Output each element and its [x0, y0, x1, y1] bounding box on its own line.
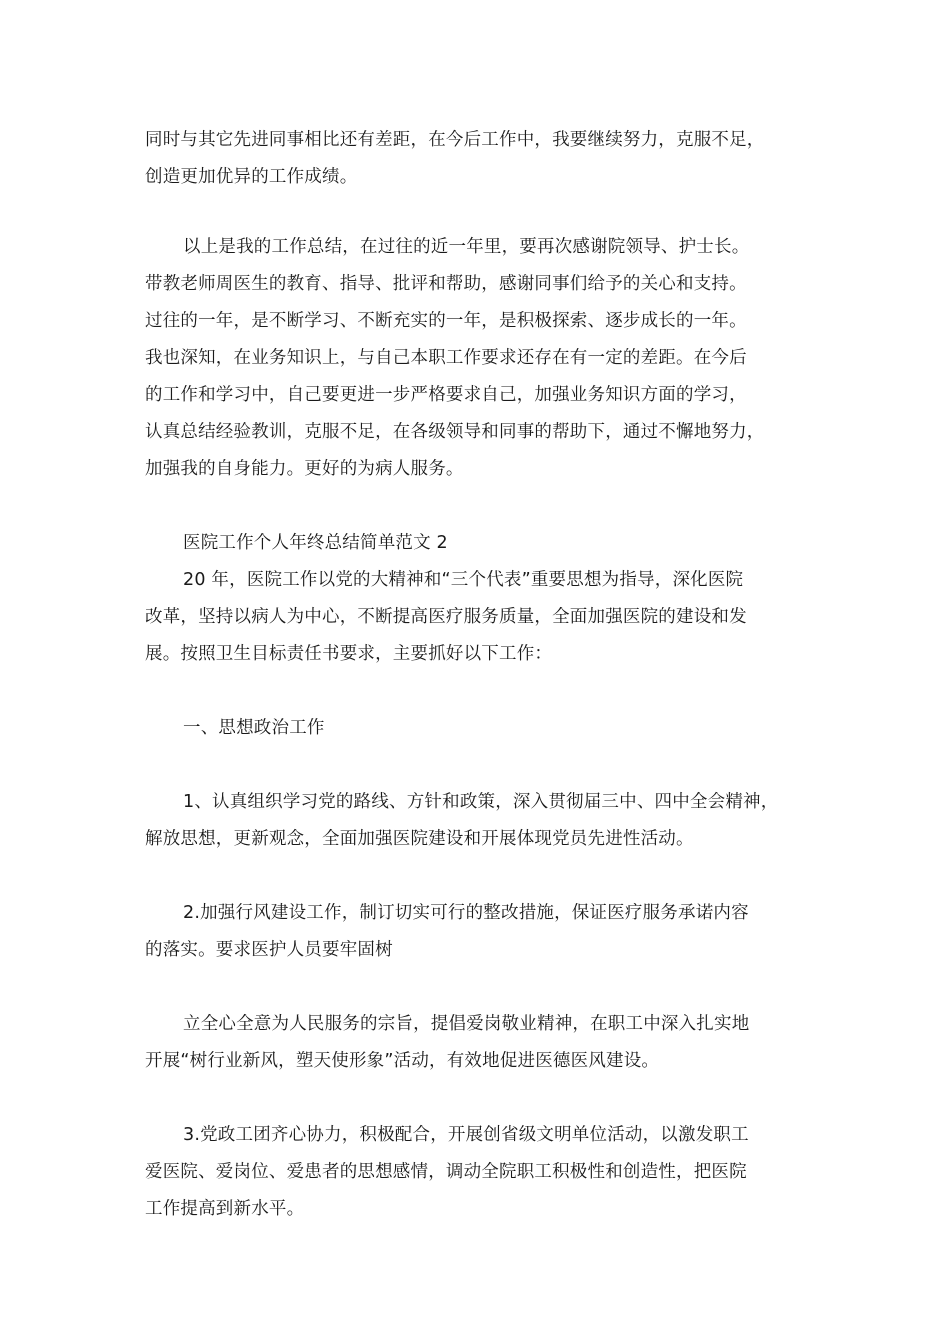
text-line: 的落实。要求医护人员要牢固树 — [145, 940, 393, 960]
text-line: 同时与其它先进同事相比还有差距，在今后工作中，我要继续努力，克服不足， — [145, 130, 765, 150]
text-line: 的工作和学习中，自己要更进一步严格要求自己，加强业务知识方面的学习， — [145, 385, 747, 405]
text-line: 工作提高到新水平。 — [145, 1199, 305, 1219]
text-line: 创造更加优异的工作成绩。 — [145, 167, 358, 187]
text-line: 开展“树行业新风，塑天使形象”活动，有效地促进医德医风建设。 — [145, 1051, 660, 1071]
text-line: 过往的一年，是不断学习、不断充实的一年，是积极探索、逐步成长的一年。 — [145, 311, 747, 331]
text-line: 认真总结经验教训，克服不足，在各级领导和同事的帮助下，通过不懈地努力， — [145, 422, 765, 442]
text-line: 改革，坚持以病人为中心，不断提高医疗服务质量，全面加强医院的建设和发 — [145, 607, 747, 627]
text-line: 2.加强行风建设工作，制订切实可行的整改措施，保证医疗服务承诺内容 — [183, 903, 749, 923]
text-line: 1、认真组织学习党的路线、方针和政策，深入贯彻届三中、四中全会精神， — [183, 792, 779, 812]
text-line: 立全心全意为人民服务的宗旨，提倡爱岗敬业精神，在职工中深入扎实地 — [183, 1014, 750, 1034]
text-line: 加强我的自身能力。更好的为病人服务。 — [145, 459, 464, 479]
text-line: 爱医院、爱岗位、爱患者的思想感情，调动全院职工积极性和创造性，把医院 — [145, 1162, 747, 1182]
text-line: 展。按照卫生目标责任书要求，主要抓好以下工作： — [145, 644, 553, 664]
text-line: 以上是我的工作总结，在过往的近一年里，要再次感谢院领导、护士长。 — [183, 237, 750, 257]
text-line: 20 年，医院工作以党的大精神和“三个代表”重要思想为指导，深化医院 — [183, 570, 744, 590]
section-heading: 医院工作个人年终总结简单范文 2 — [183, 533, 448, 553]
text-line: 我也深知，在业务知识上，与自己本职工作要求还存在有一定的差距。在今后 — [145, 348, 747, 368]
section-heading: 一、思想政治工作 — [183, 718, 325, 738]
text-line: 解放思想，更新观念，全面加强医院建设和开展体现党员先进性活动。 — [145, 829, 694, 849]
text-line: 3.党政工团齐心协力，积极配合，开展创省级文明单位活动，以激发职工 — [183, 1125, 749, 1145]
text-line: 带教老师周医生的教育、指导、批评和帮助，感谢同事们给予的关心和支持。 — [145, 274, 747, 294]
